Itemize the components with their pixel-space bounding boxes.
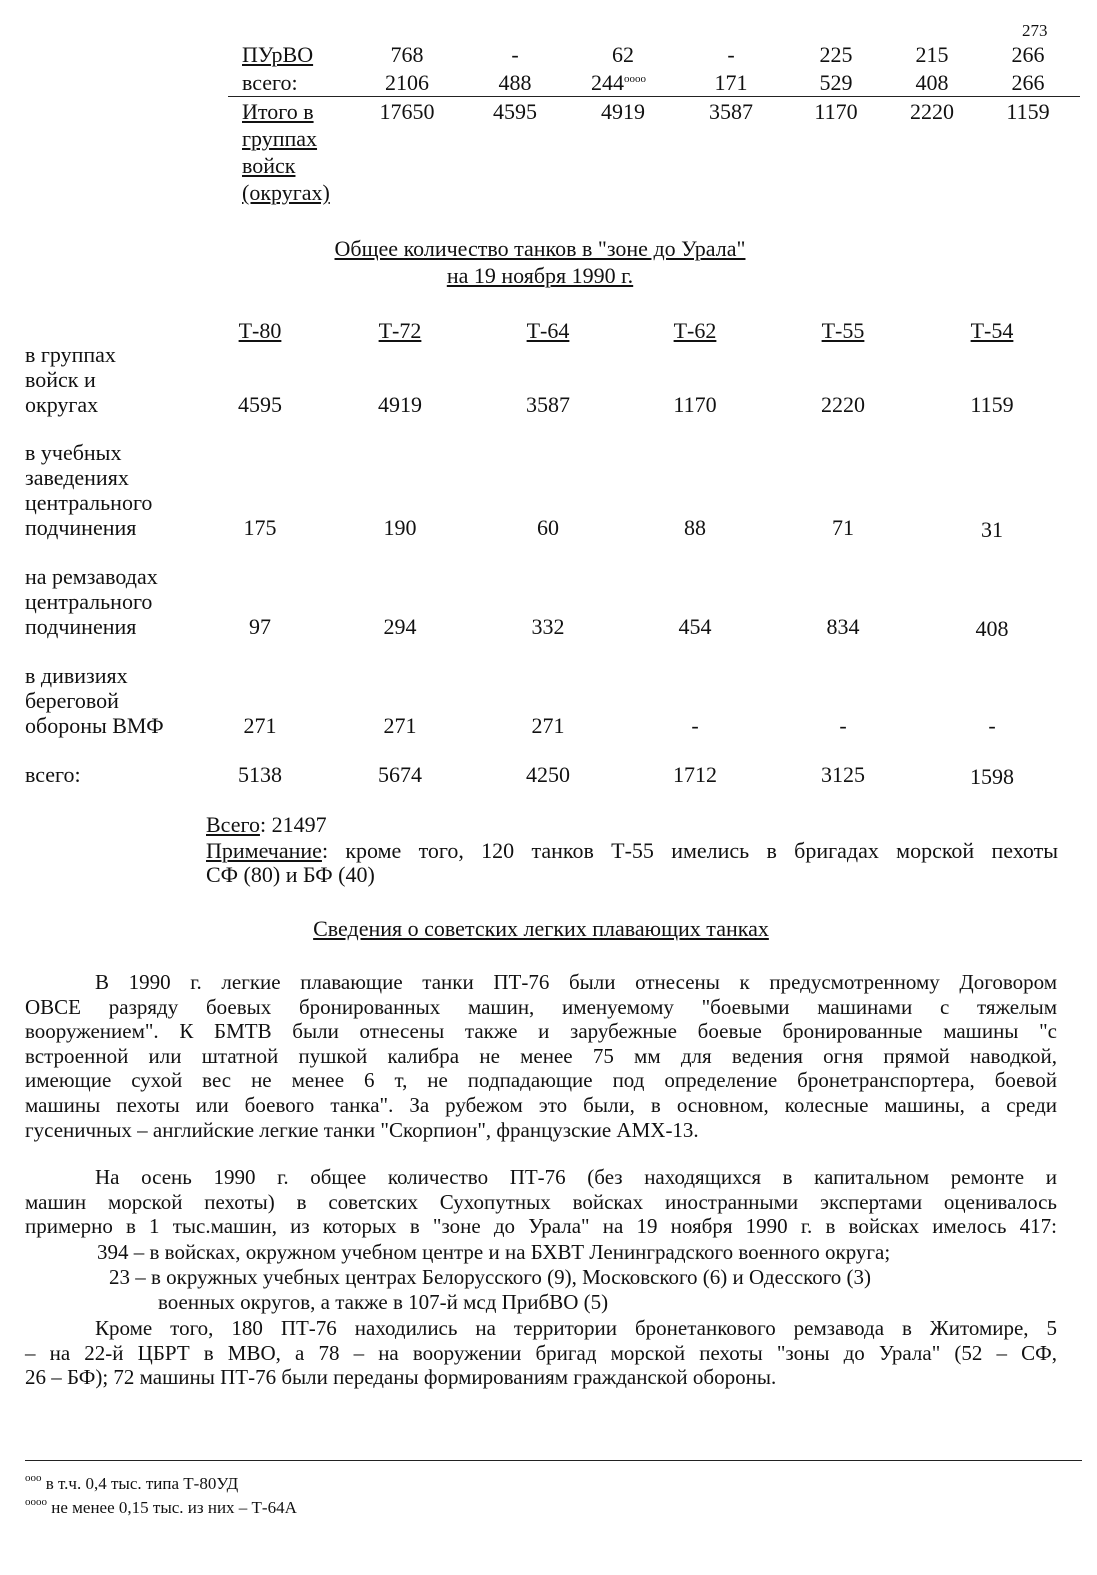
- cell: 408: [915, 70, 949, 95]
- cell: 4595: [493, 99, 537, 124]
- text-line: встроенной или штатной пушкой калибра не менее 75 мм для ведения огня прямой наводкой,: [25, 1043, 1057, 1068]
- cell: 454: [678, 614, 712, 639]
- cell: 215: [915, 42, 949, 67]
- total-label-line: (округах): [242, 180, 330, 205]
- row-label-line: округах: [25, 392, 99, 417]
- cell: 266: [1011, 70, 1045, 95]
- cell: 408: [975, 616, 1009, 641]
- cell: 171: [714, 70, 748, 95]
- column-header: Т-80: [238, 318, 282, 343]
- row-label-line: в дивизиях: [25, 663, 128, 688]
- row-label: всего:: [242, 70, 298, 95]
- paragraph: [25, 1316, 1057, 1390]
- total-label-line: Итого в: [242, 99, 314, 124]
- cell: 271: [243, 713, 277, 738]
- cell: 768: [390, 42, 424, 67]
- list-item: военных округов, а также в 107-й мсд ПрибВО (5): [158, 1290, 609, 1314]
- cell: 190: [383, 515, 417, 540]
- section-title: на 19 ноября 1990 г.: [446, 263, 634, 288]
- total-label-line: войск: [242, 153, 296, 178]
- cell: 225: [819, 42, 853, 67]
- cell: 4595: [238, 392, 282, 417]
- cell: 271: [383, 713, 417, 738]
- row-label-line: на ремзаводах: [25, 564, 158, 589]
- total-label-line: группах: [242, 126, 318, 151]
- paragraph: [25, 970, 1057, 1142]
- cell: 5138: [238, 762, 282, 787]
- text-line: примерно в 1 тыс.машин, из которых в "зоне до Урала" на 19 ноября 1990 г. в войсках имелось 417:: [25, 1214, 1057, 1239]
- page-number: 273: [1022, 21, 1048, 40]
- row-label-line: береговой: [25, 688, 119, 713]
- cell: 529: [819, 70, 853, 95]
- row-label-line: в учебных: [25, 440, 122, 465]
- text-line: имеющие сухой вес не менее 6 т, не подпадающие под определение бронетранспортера, боевой: [25, 1068, 1057, 1093]
- cell: 1159: [970, 392, 1014, 417]
- cell: 1712: [673, 762, 717, 787]
- cell: 2220: [821, 392, 865, 417]
- cell: $244^{оооо}$: [591, 70, 646, 95]
- note-line: СФ (80) и БФ (40): [206, 862, 375, 887]
- column-header: Т-64: [526, 318, 570, 343]
- cell: -: [988, 713, 996, 738]
- section-title: Сведения о советских легких плавающих танках: [313, 916, 769, 941]
- cell: 4919: [601, 99, 645, 124]
- row-label-line: центрального: [25, 589, 153, 614]
- list-item: 394 – в войсках, окружном учебном центре и на БХВТ Ленинградского военного округа;: [97, 1240, 891, 1264]
- cell: 31: [981, 517, 1003, 542]
- column-header: Т-72: [378, 318, 422, 343]
- text-line: 26 – БФ); 72 машины ПТ-76 были переданы формированиям гражданской обороны.: [25, 1365, 777, 1390]
- cell: 834: [826, 614, 860, 639]
- cell: 3587: [526, 392, 570, 417]
- text-line: На осень 1990 г. общее количество ПТ-76 (без находящихся в капитальном ремонте и: [95, 1165, 1057, 1189]
- row-label-line: всего:: [25, 762, 81, 787]
- row-label-line: заведениях: [25, 465, 129, 490]
- text-line: машин морской пехоты) в советских Сухопутных войсках иностранными экспертами оценивалось: [25, 1189, 1057, 1214]
- cell: -: [839, 713, 847, 738]
- row-label: ПУрВО: [242, 42, 314, 67]
- text-line: машины пехоты или боевого танка". За рубежом это были, в основном, колесные машины, а среди: [25, 1092, 1057, 1117]
- section-title: Общее количество танков в "зоне до Урала": [334, 236, 746, 261]
- cell: -: [691, 713, 699, 738]
- cell: 1598: [970, 764, 1014, 789]
- cell: 3125: [821, 762, 865, 787]
- cell: 62: [612, 42, 634, 67]
- cell: 4250: [526, 762, 570, 787]
- cell: 17650: [379, 99, 435, 124]
- cell: 3587: [709, 99, 753, 124]
- cell: -: [727, 42, 735, 67]
- cell: 2220: [910, 99, 954, 124]
- row-label-line: войск и: [25, 367, 96, 392]
- row-label-line: центрального: [25, 490, 153, 515]
- cell: 175: [243, 515, 277, 540]
- cell: 1159: [1006, 99, 1050, 124]
- total-summary: Всего: 21497: [206, 812, 327, 837]
- text-line: В 1990 г. легкие плавающие танки ПТ-76 были отнесены к предусмотренному Договором: [95, 970, 1057, 994]
- list-item: 23 – в окружных учебных центрах Белорусского (9), Московского (6) и Одесского (3): [109, 1265, 872, 1289]
- cell: 97: [249, 614, 271, 639]
- footnote: $^{ооо}$ в т.ч. 0,4 тыс. типа Т-80УД: [25, 1472, 239, 1493]
- text-line: гусеничных – английские легкие танки "Скорпион", французские АМХ-13.: [25, 1117, 699, 1142]
- row-label-line: подчинения: [25, 614, 137, 639]
- text-line: Кроме того, 180 ПТ-76 находились на территории бронетанкового ремзавода в Житомире, 5: [95, 1316, 1057, 1340]
- cell: 88: [684, 515, 706, 540]
- cell: 71: [832, 515, 854, 540]
- cell: 1170: [673, 392, 717, 417]
- note-line: Примечание: кроме того, 120 танков Т-55 имелись в бригадах морской пехоты: [206, 838, 1058, 863]
- column-header: Т-62: [673, 318, 717, 343]
- footnote: $^{оооо}$ не менее 0,15 тыс. из них – Т-64А: [25, 1496, 297, 1517]
- table-rule: [228, 96, 1080, 97]
- cell: 332: [531, 614, 565, 639]
- cell: 266: [1011, 42, 1045, 67]
- cell: 4919: [378, 392, 422, 417]
- row-label-line: в группах: [25, 342, 116, 367]
- cell: 1170: [814, 99, 858, 124]
- text-line: ОВСЕ разряду боевых бронированных машин, именуемому "боевыми машинами с тяжелым: [25, 994, 1057, 1019]
- cell: 60: [537, 515, 559, 540]
- footnote-rule: [25, 1460, 1082, 1461]
- paragraph: [25, 1165, 1057, 1239]
- column-header: Т-54: [970, 318, 1014, 343]
- text-line: вооружением". К БМТВ были отнесены также и зарубежные боевые бронированные машины "с: [25, 1019, 1057, 1044]
- row-label-line: подчинения: [25, 515, 137, 540]
- cell: 294: [383, 614, 417, 639]
- cell: 2106: [385, 70, 429, 95]
- row-label-line: обороны ВМФ: [25, 713, 164, 738]
- column-header: Т-55: [821, 318, 865, 343]
- cell: 271: [531, 713, 565, 738]
- cell: 488: [498, 70, 532, 95]
- text-line: – на 22-й ЦБРТ в МВО, а 78 – на вооружении бригад морской пехоты "зоны до Урала" (52 – СФ,: [25, 1340, 1057, 1365]
- cell: -: [511, 42, 519, 67]
- cell: 5674: [378, 762, 422, 787]
